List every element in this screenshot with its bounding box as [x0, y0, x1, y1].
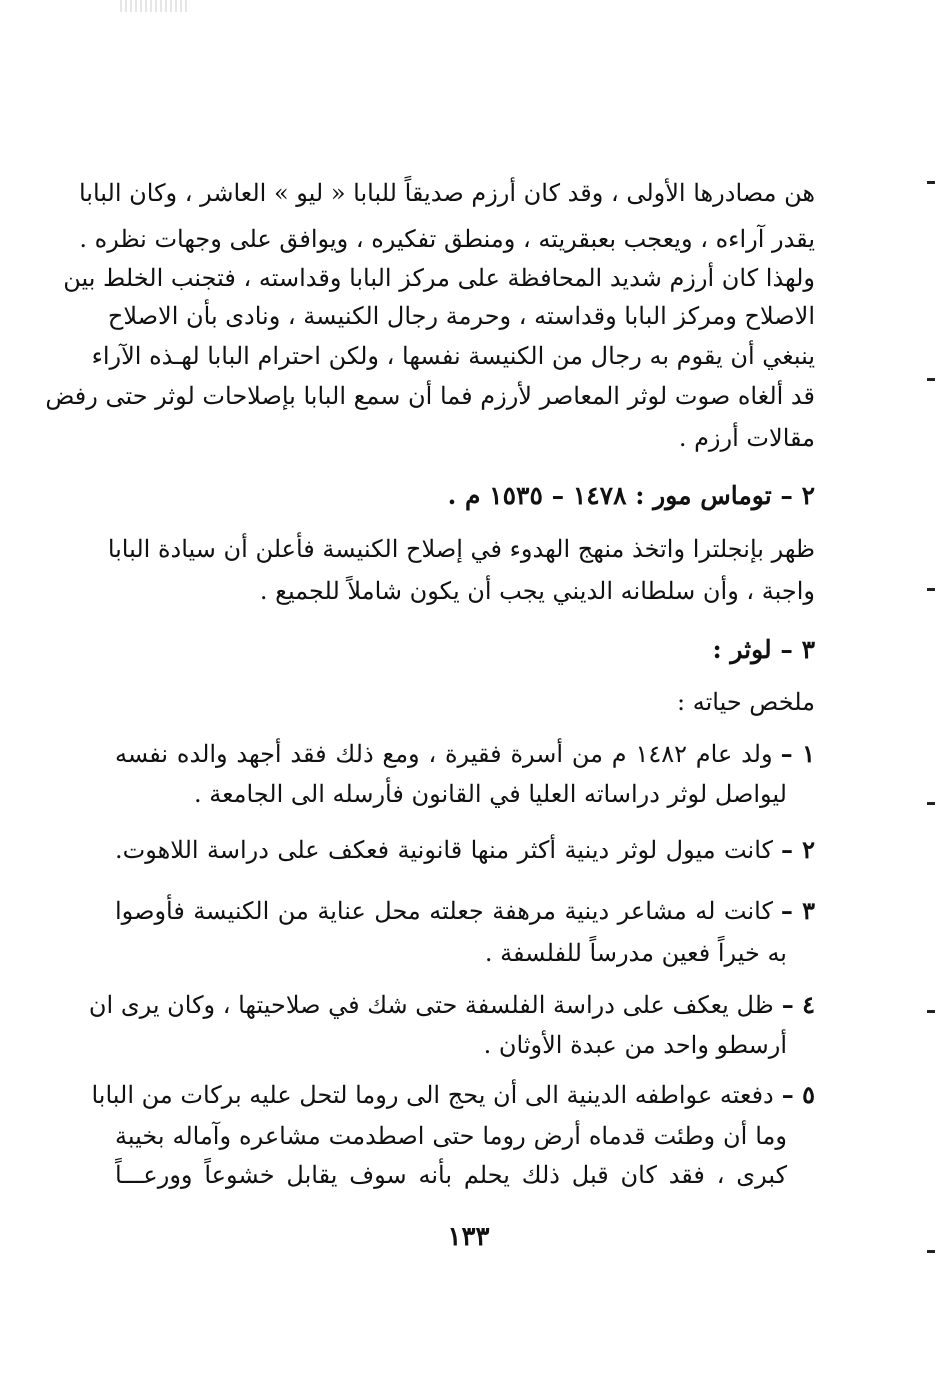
- margin-mark: [927, 1010, 935, 1013]
- list-item-4-text-1: ظل يعكف على دراسة الفلسفة حتى شك في صلاحيتها ، وكان يرى ان: [88, 991, 774, 1019]
- list-item-2-text-1: كانت ميول لوثر دينية أكثر منها قانونية فعكف على دراسة اللاهوت.: [115, 836, 773, 864]
- list-item-3-line-1: [115, 893, 815, 929]
- section3-heading: ٣ – لوثر :: [712, 635, 815, 664]
- paragraph1-line-4: الاصلاح ومركز البابا وقداسته ، وحرمة رجال الكنيسة ، ونادى بأن الاصلاح: [107, 302, 815, 330]
- paragraph1-line-2: يقدر آراءه ، ويعجب بعبقريته ، ومنطق تفكيره ، ويوافق على وجهات نظره .: [79, 225, 815, 253]
- list-item-1-line-1: [115, 736, 815, 772]
- list-item-3-line-2: به خيراً فعين مدرساً للفلسفة .: [484, 939, 787, 967]
- paragraph1-line-7: مقالات أرزم .: [678, 424, 815, 452]
- margin-mark: [927, 378, 935, 381]
- paragraph1-line-5: ينبغي أن يقوم به رجال من الكنيسة نفسها ، ولكن احترام البابا لهـذه الآراء: [91, 342, 815, 370]
- list-item-2-number: ٢ –: [780, 835, 815, 864]
- list-item-5-line-3: كبرى ، فقد كان قبل ذلك يحلم بأنه سوف يقابل خشوعاً وورعـــاً: [115, 1161, 788, 1189]
- list-item-2-line-1: [115, 832, 815, 868]
- list-item-3-number: ٣ –: [780, 896, 815, 925]
- paragraph1-line-6: قد ألغاه صوت لوثر المعاصر لأرزم فما أن سمع البابا بإصلاحات لوثر حتى رفض: [45, 382, 815, 410]
- section2-line-2: واجبة ، وأن سلطانه الديني يجب أن يكون شاملاً للجميع .: [259, 577, 815, 605]
- list-item-5-number: ٥ –: [781, 1080, 815, 1109]
- list-item-4-number: ٤ –: [781, 990, 815, 1019]
- list-item-1-number: ١ –: [780, 739, 816, 768]
- page-number: ١٣٣: [447, 1222, 490, 1252]
- margin-mark: [927, 181, 935, 184]
- list-item-5-line-1: [91, 1077, 815, 1113]
- list-item-5-text-1: دفعته عواطفه الدينية الى أن يحج الى روما لتحل عليه بركات من البابا: [91, 1081, 774, 1109]
- list-item-4-line-2: أرسطو واحد من عبدة الأوثان .: [483, 1031, 787, 1059]
- margin-mark: [927, 588, 935, 591]
- list-item-5-line-2: وما أن وطئت قدماه أرض روما حتى اصطدمت مشاعره وآماله بخيبة: [115, 1122, 787, 1150]
- section2-heading: ٢ – توماس مور : ١٤٧٨ – ١٥٣٥ م .: [447, 481, 815, 510]
- list-item-1-line-2: ليواصل لوثر دراساته العليا في القانون فأرسله الى الجامعة .: [193, 780, 787, 808]
- paragraph1-line-1: هن مصادرها الأولى ، وقد كان أرزم صديقاً للبابا « ليو » العاشر ، وكان البابا: [78, 179, 815, 207]
- margin-mark: [927, 802, 935, 805]
- list-item-3-text-1: كانت له مشاعر دينية مرهفة جعلته محل عناية من الكنيسة فأوصوا: [115, 897, 773, 925]
- paragraph1-line-3: ولهذا كان أرزم شديد المحافظة على مركز البابا وقداسته ، فتجنب الخلط بين: [63, 264, 815, 292]
- scan-artifact: [120, 0, 190, 12]
- list-item-4-line-1: [88, 987, 815, 1023]
- margin-mark: [927, 1250, 935, 1253]
- section2-line-1: ظهر بإنجلترا واتخذ منهج الهدوء في إصلاح الكنيسة فأعلن أن سيادة البابا: [107, 535, 815, 563]
- section3-subheading: ملخص حياته :: [677, 688, 815, 716]
- list-item-1-text-1: ولد عام ١٤٨٢ م من أسرة فقيرة ، ومع ذلك فقد أجهد والده نفسه: [115, 740, 773, 768]
